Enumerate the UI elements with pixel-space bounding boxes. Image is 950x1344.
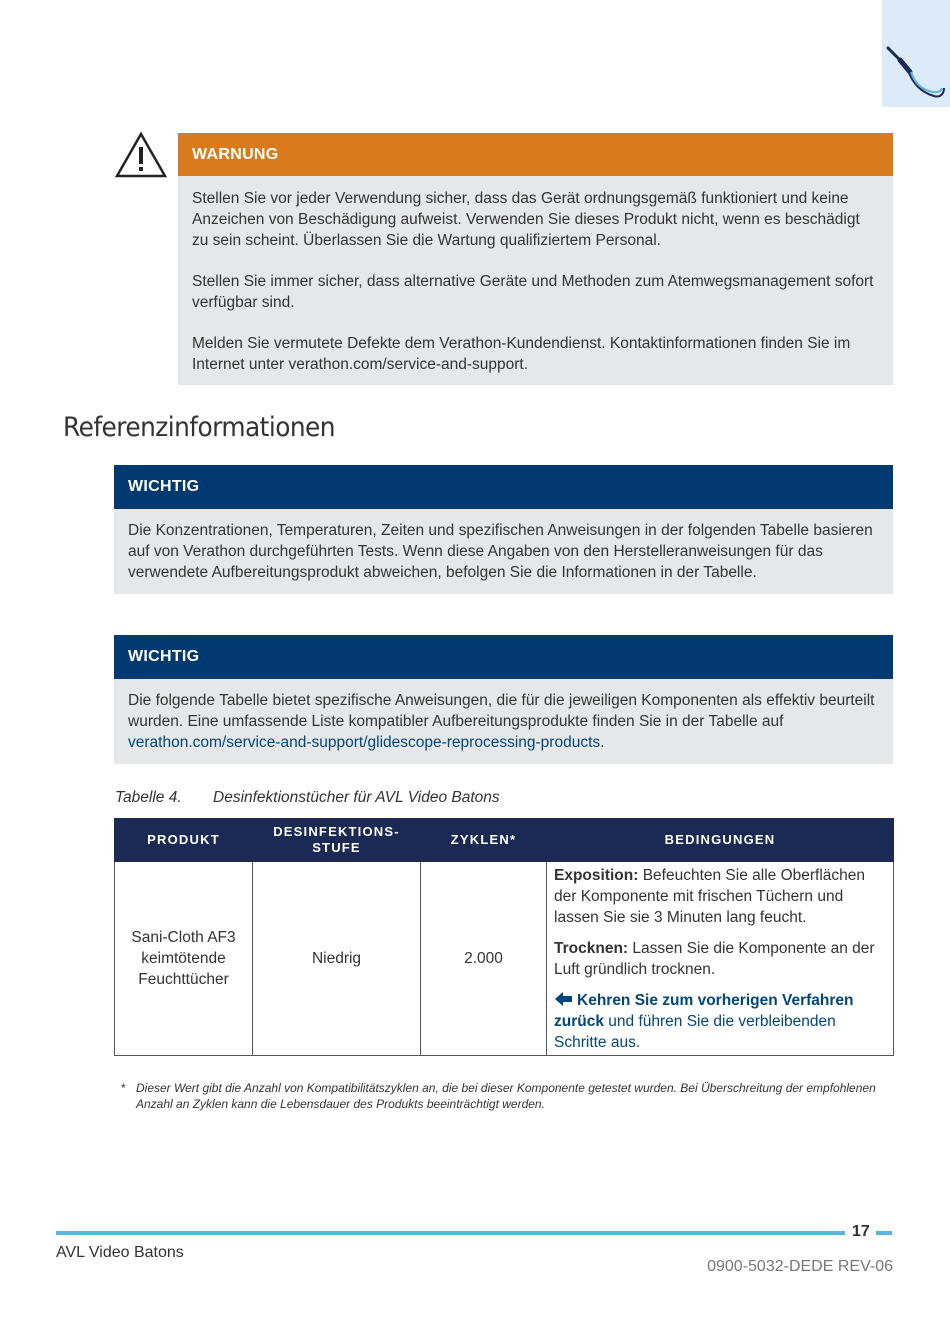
important-body	[114, 509, 893, 594]
footer-rule	[56, 1231, 845, 1235]
table-caption-title: Desinfektionstücher für AVL Video Batons	[213, 789, 500, 806]
return-link-bold: Kehren Sie zum vorherigen Verfahren zurück	[554, 992, 854, 1030]
cell-level: Niedrig	[253, 862, 421, 1056]
cell-cycles: 2.000	[421, 862, 547, 1056]
drying-text: Lassen Sie die Komponente an der Luft gründlich trocknen.	[554, 940, 875, 978]
return-to-procedure-link[interactable]	[554, 990, 885, 1053]
warning-body	[178, 176, 893, 385]
warning-triangle-icon	[114, 131, 168, 179]
important-header: WICHTIG	[114, 465, 893, 509]
corner-tab	[882, 0, 950, 107]
important-box-1	[114, 465, 893, 594]
warning-header: WARNUNG	[178, 133, 893, 176]
warning-paragraph: Melden Sie vermutete Defekte dem Verathon-Kundendienst. Kontaktinformationen finden Sie im Internet unter verathon.com/service-and-support.	[192, 335, 851, 373]
drying-label: Trocknen:	[554, 940, 629, 957]
header-product: PRODUKT	[115, 819, 253, 862]
table-caption-number: Tabelle 4.	[115, 789, 182, 806]
header-cycles: ZYKLEN*	[421, 819, 547, 862]
page-number: 17	[852, 1223, 870, 1240]
laryngoscope-icon	[884, 42, 948, 102]
footer-product-name: AVL Video Batons	[56, 1244, 184, 1261]
table-header-row	[115, 819, 894, 862]
reprocessing-products-link[interactable]: verathon.com/service-and-support/glidescope-reprocessing-products	[128, 734, 601, 751]
warning-paragraph: Stellen Sie immer sicher, dass alternative Geräte und Methoden zum Atemwegsmanagement sofort verfügbar sind.	[192, 273, 874, 311]
cell-product: Sani-Cloth AF3 keimtötende Feuchttücher	[115, 862, 253, 1056]
important-box-2	[114, 635, 893, 764]
exposure-text: Befeuchten Sie alle Oberflächen der Komponente mit frischen Tüchern und lassen Sie sie 3 Minuten lang feucht.	[554, 867, 866, 926]
cell-conditions	[547, 862, 894, 1056]
warning-paragraph: Stellen Sie vor jeder Verwendung sicher, dass das Gerät ordnungsgemäß funktioniert und keine Anzeichen von Beschädigung aufweist. Verwenden Sie dieses Produkt nicht, wenn es beschädigt zu sein scheint. Überlassen Sie die Wartung qualifiziertem Personal.	[192, 190, 860, 249]
header-conditions: BEDINGUNGEN	[547, 819, 894, 862]
disinfection-table	[114, 818, 894, 1056]
back-arrow-icon	[554, 991, 573, 1007]
important-text-start: Die folgende Tabelle bietet spezifische Anweisungen, die für die jeweiligen Komponenten als effektiv beurteilt wurden. Eine umfassende Liste kompatibler Aufbereitungsprodukte finden Sie in der Tabelle auf	[128, 692, 875, 730]
header-level: DESINFEKTIONS- STUFE	[253, 819, 421, 862]
important-body	[114, 679, 893, 764]
drying-instruction	[554, 938, 885, 980]
table-row	[115, 862, 894, 1056]
return-link-rest: und führen Sie die verbleibenden Schritte aus.	[554, 1013, 836, 1051]
important-header: WICHTIG	[114, 635, 893, 679]
exposure-instruction	[554, 865, 885, 928]
exposure-label: Exposition:	[554, 867, 639, 884]
important-text-end: .	[600, 734, 605, 751]
section-title: Referenzinformationen	[63, 412, 335, 443]
footer-rule-end	[876, 1231, 892, 1235]
important-text: Die Konzentrationen, Temperaturen, Zeiten und spezifischen Anweisungen in der folgenden Tabelle basieren auf von Verathon durchgeführten Tests. Wenn diese Angaben von den Herstelleranweisungen für das verwendete Aufbereitungsprodukt abweichen, befolgen Sie die Informationen in der Tabelle.	[128, 522, 873, 581]
table-caption	[115, 789, 500, 807]
footnote-text: Dieser Wert gibt die Anzahl von Kompatibilitätszyklen an, die bei dieser Komponente getestet wurden. Bei Überschreitung der empfohlenen Anzahl an Zyklen kann die Lebensdauer des Produkts beeinträchtigt werden.	[136, 1081, 876, 1111]
footnote-marker: *	[121, 1081, 126, 1095]
footer-document-id: 0900-5032-DEDE REV-06	[707, 1258, 893, 1275]
warning-box	[178, 133, 893, 385]
table-footnote	[121, 1080, 881, 1112]
important-text	[128, 690, 879, 753]
